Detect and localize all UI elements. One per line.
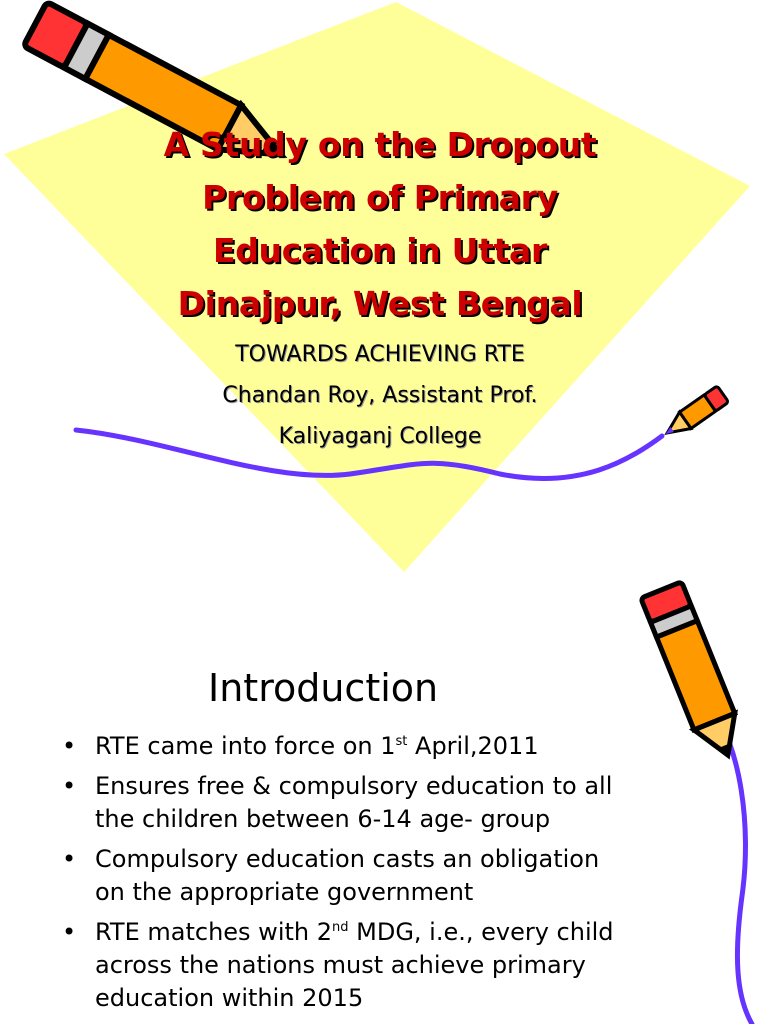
introduction-slide	[0, 576, 768, 1024]
purple-squiggle-line	[712, 710, 752, 1024]
bullet-list	[58, 730, 718, 1022]
title-line: Problem of Primary	[202, 178, 558, 217]
title-line: Dinajpur, West Bengal	[177, 284, 583, 323]
presentation-title	[120, 118, 640, 330]
bullet-text: April,2011	[407, 732, 539, 760]
bullet-text: across the nations must achieve primary	[95, 951, 586, 979]
subtitle-line: Chandan Roy, Assistant Prof.	[222, 383, 538, 408]
bullet-text: education within 2015	[95, 984, 364, 1012]
bullet-text: the children between 6-14 age- group	[95, 805, 551, 833]
bullet-text: Compulsory education casts an obligation	[95, 845, 600, 873]
bullet-text: RTE came into force on 1	[95, 732, 396, 760]
bullet-text: MDG, i.e., every child	[348, 918, 614, 946]
subtitle-line: Kaliyaganj College	[278, 424, 482, 449]
small-pencil-icon	[660, 386, 729, 443]
ordinal-suffix: st	[395, 734, 408, 749]
bullet-point: •	[62, 732, 77, 760]
list-item	[58, 916, 718, 1015]
bullet-text: on the appropriate government	[95, 878, 474, 906]
list-item	[58, 770, 718, 836]
bullet-point: •	[62, 772, 77, 800]
bullet-point: •	[62, 845, 77, 873]
list-item	[58, 730, 718, 763]
ordinal-suffix: nd	[332, 920, 349, 935]
slide-heading: Introduction	[208, 666, 439, 710]
title-line: Education in Uttar	[212, 231, 547, 270]
subtitle-line: TOWARDS ACHIEVING RTE	[235, 342, 525, 367]
bullet-text: Ensures free & compulsory education to all	[95, 772, 613, 800]
list-item	[58, 843, 718, 909]
bullet-text: RTE matches with 2	[95, 918, 332, 946]
bullet-point: •	[62, 918, 77, 946]
title-line: A Study on the Dropout	[163, 125, 597, 164]
